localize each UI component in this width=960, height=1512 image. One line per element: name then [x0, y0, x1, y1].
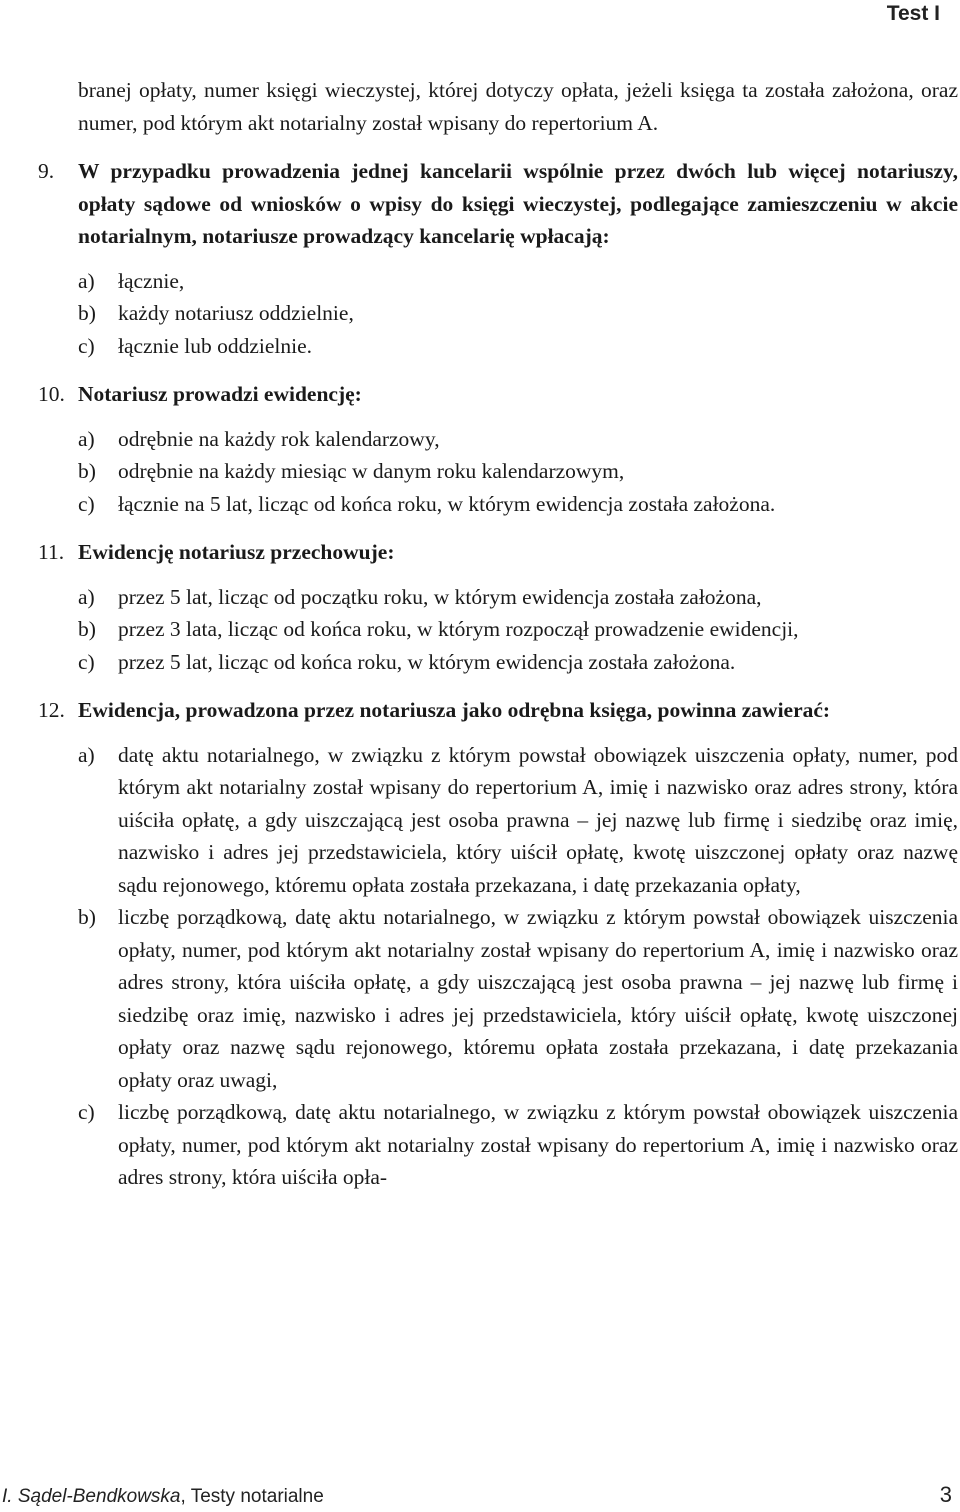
answer-option — [78, 297, 958, 330]
question-number: 9. — [38, 159, 55, 183]
option-text: odrębnie na każdy rok kalendarzowy, — [118, 426, 440, 451]
answer-option — [78, 581, 958, 614]
option-text: łącznie, — [118, 268, 185, 293]
question-11 — [38, 536, 958, 678]
answer-option — [78, 330, 958, 363]
option-text: odrębnie na każdy miesiąc w danym roku kalendarzowym, — [118, 459, 625, 483]
option-text: liczbę porządkową, datę aktu notarialnego, w związku z którym powstał obowiązek uiszczenia opłaty, numer, pod którym akt notarialny został wpisany do repertorium A, imię i nazwisko oraz adres strony, która uiściła opła- — [118, 1100, 958, 1189]
option-text: przez 5 lat, licząc od początku roku, w którym ewidencja została założona, — [118, 584, 762, 609]
header-label: Test I — [886, 2, 940, 25]
option-letter: b) — [78, 617, 96, 641]
question-text: Ewidencja, prowadzona przez notariusza jako odrębna księga, powinna zawierać: — [78, 698, 831, 722]
option-text: datę aktu notarialnego, w związku z którym powstał obowiązek uiszczenia opłaty, numer, pod którym akt notarialny został wpisany do repertorium A, imię i nazwisko oraz adres strony, która uiściła opłatę, a gdy uiszczającą jest osoba prawna – jej nazwę lub firmę i siedzibę oraz imię, nazwisko i adres jej przedstawiciela, który uiścił opłatę, kwotę uiszczonej opłaty oraz nazwę sądu rejonowego, któremu opłata została przekazana, i datę przekazania opłaty, — [118, 742, 958, 897]
options-list — [78, 581, 958, 679]
answer-option — [78, 739, 958, 902]
answer-option — [78, 423, 958, 456]
option-text: liczbę porządkową, datę aktu notarialnego, w związku z którym powstał obowiązek uiszczenia opłaty, numer, pod którym akt notarialny został wpisany do repertorium A, imię i nazwisko oraz adres strony, która uiściła opłatę, a gdy uiszczającą jest osoba prawna – jej nazwę lub firmę i siedzibę oraz imię, nazwisko i adres jej przedstawiciela, który uiścił opłatę, kwotę uiszczonej opłaty oraz nazwę sądu rejonowego, któremu opłata została przekazana, i datę przekazania opłaty oraz uwagi, — [118, 905, 958, 1092]
answer-option — [78, 646, 958, 679]
options-list — [78, 423, 958, 521]
continuation-paragraph: branej opłaty, numer księgi wieczystej, której dotyczy opłata, jeżeli księga ta została założona, oraz numer, pod którym akt notarialny został wpisany do repertorium A. — [78, 78, 958, 135]
options-list — [78, 739, 958, 1194]
question-number: 10. — [38, 382, 65, 406]
question-number: 11. — [38, 540, 65, 564]
question-12 — [38, 694, 958, 1194]
question-text: Ewidencję notariusz przechowuje: — [78, 540, 395, 564]
option-letter: a) — [78, 268, 95, 293]
option-letter: c) — [78, 333, 95, 358]
question-9 — [38, 155, 958, 362]
answer-option — [78, 901, 958, 1096]
question-text: W przypadku prowadzenia jednej kancelarii wspólnie przez dwóch lub więcej notariuszy, opłaty sądowe od wniosków o wpisy do księgi wieczystej, podlegające zamieszczeniu w akcie notarialnym, notariusze prowadzący kancelarię wpłacają: — [78, 159, 958, 248]
option-letter: c) — [78, 649, 95, 674]
option-letter: c) — [78, 1100, 95, 1124]
option-letter: b) — [78, 301, 96, 325]
option-letter: a) — [78, 584, 95, 609]
option-text: przez 3 lata, licząc od końca roku, w którym rozpoczął prowadzenie ewidencji, — [118, 617, 799, 641]
footer-citation — [2, 1486, 324, 1508]
footer-author: I. Sądel-Bendkowska — [2, 1486, 181, 1507]
option-text: przez 5 lat, licząc od końca roku, w którym ewidencja została założona. — [118, 649, 736, 674]
option-text: łącznie lub oddzielnie. — [118, 333, 313, 358]
option-text: każdy notariusz oddzielnie, — [118, 301, 354, 325]
page-content — [38, 74, 958, 1194]
answer-option — [78, 1096, 958, 1194]
option-letter: a) — [78, 742, 95, 767]
answer-option — [78, 455, 958, 488]
page-number: 3 — [939, 1482, 952, 1507]
option-text: łącznie na 5 lat, licząc od końca roku, w którym ewidencja została założona. — [118, 491, 776, 516]
option-letter: c) — [78, 491, 95, 516]
options-list — [78, 265, 958, 363]
option-letter: b) — [78, 905, 96, 929]
option-letter: b) — [78, 459, 96, 483]
footer-book-title: , Testy notarialne — [180, 1486, 324, 1507]
answer-option — [78, 488, 958, 521]
question-text: Notariusz prowadzi ewidencję: — [78, 382, 362, 406]
answer-option — [78, 613, 958, 646]
question-10 — [38, 378, 958, 520]
question-number: 12. — [38, 698, 65, 722]
option-letter: a) — [78, 426, 95, 451]
answer-option — [78, 265, 958, 298]
